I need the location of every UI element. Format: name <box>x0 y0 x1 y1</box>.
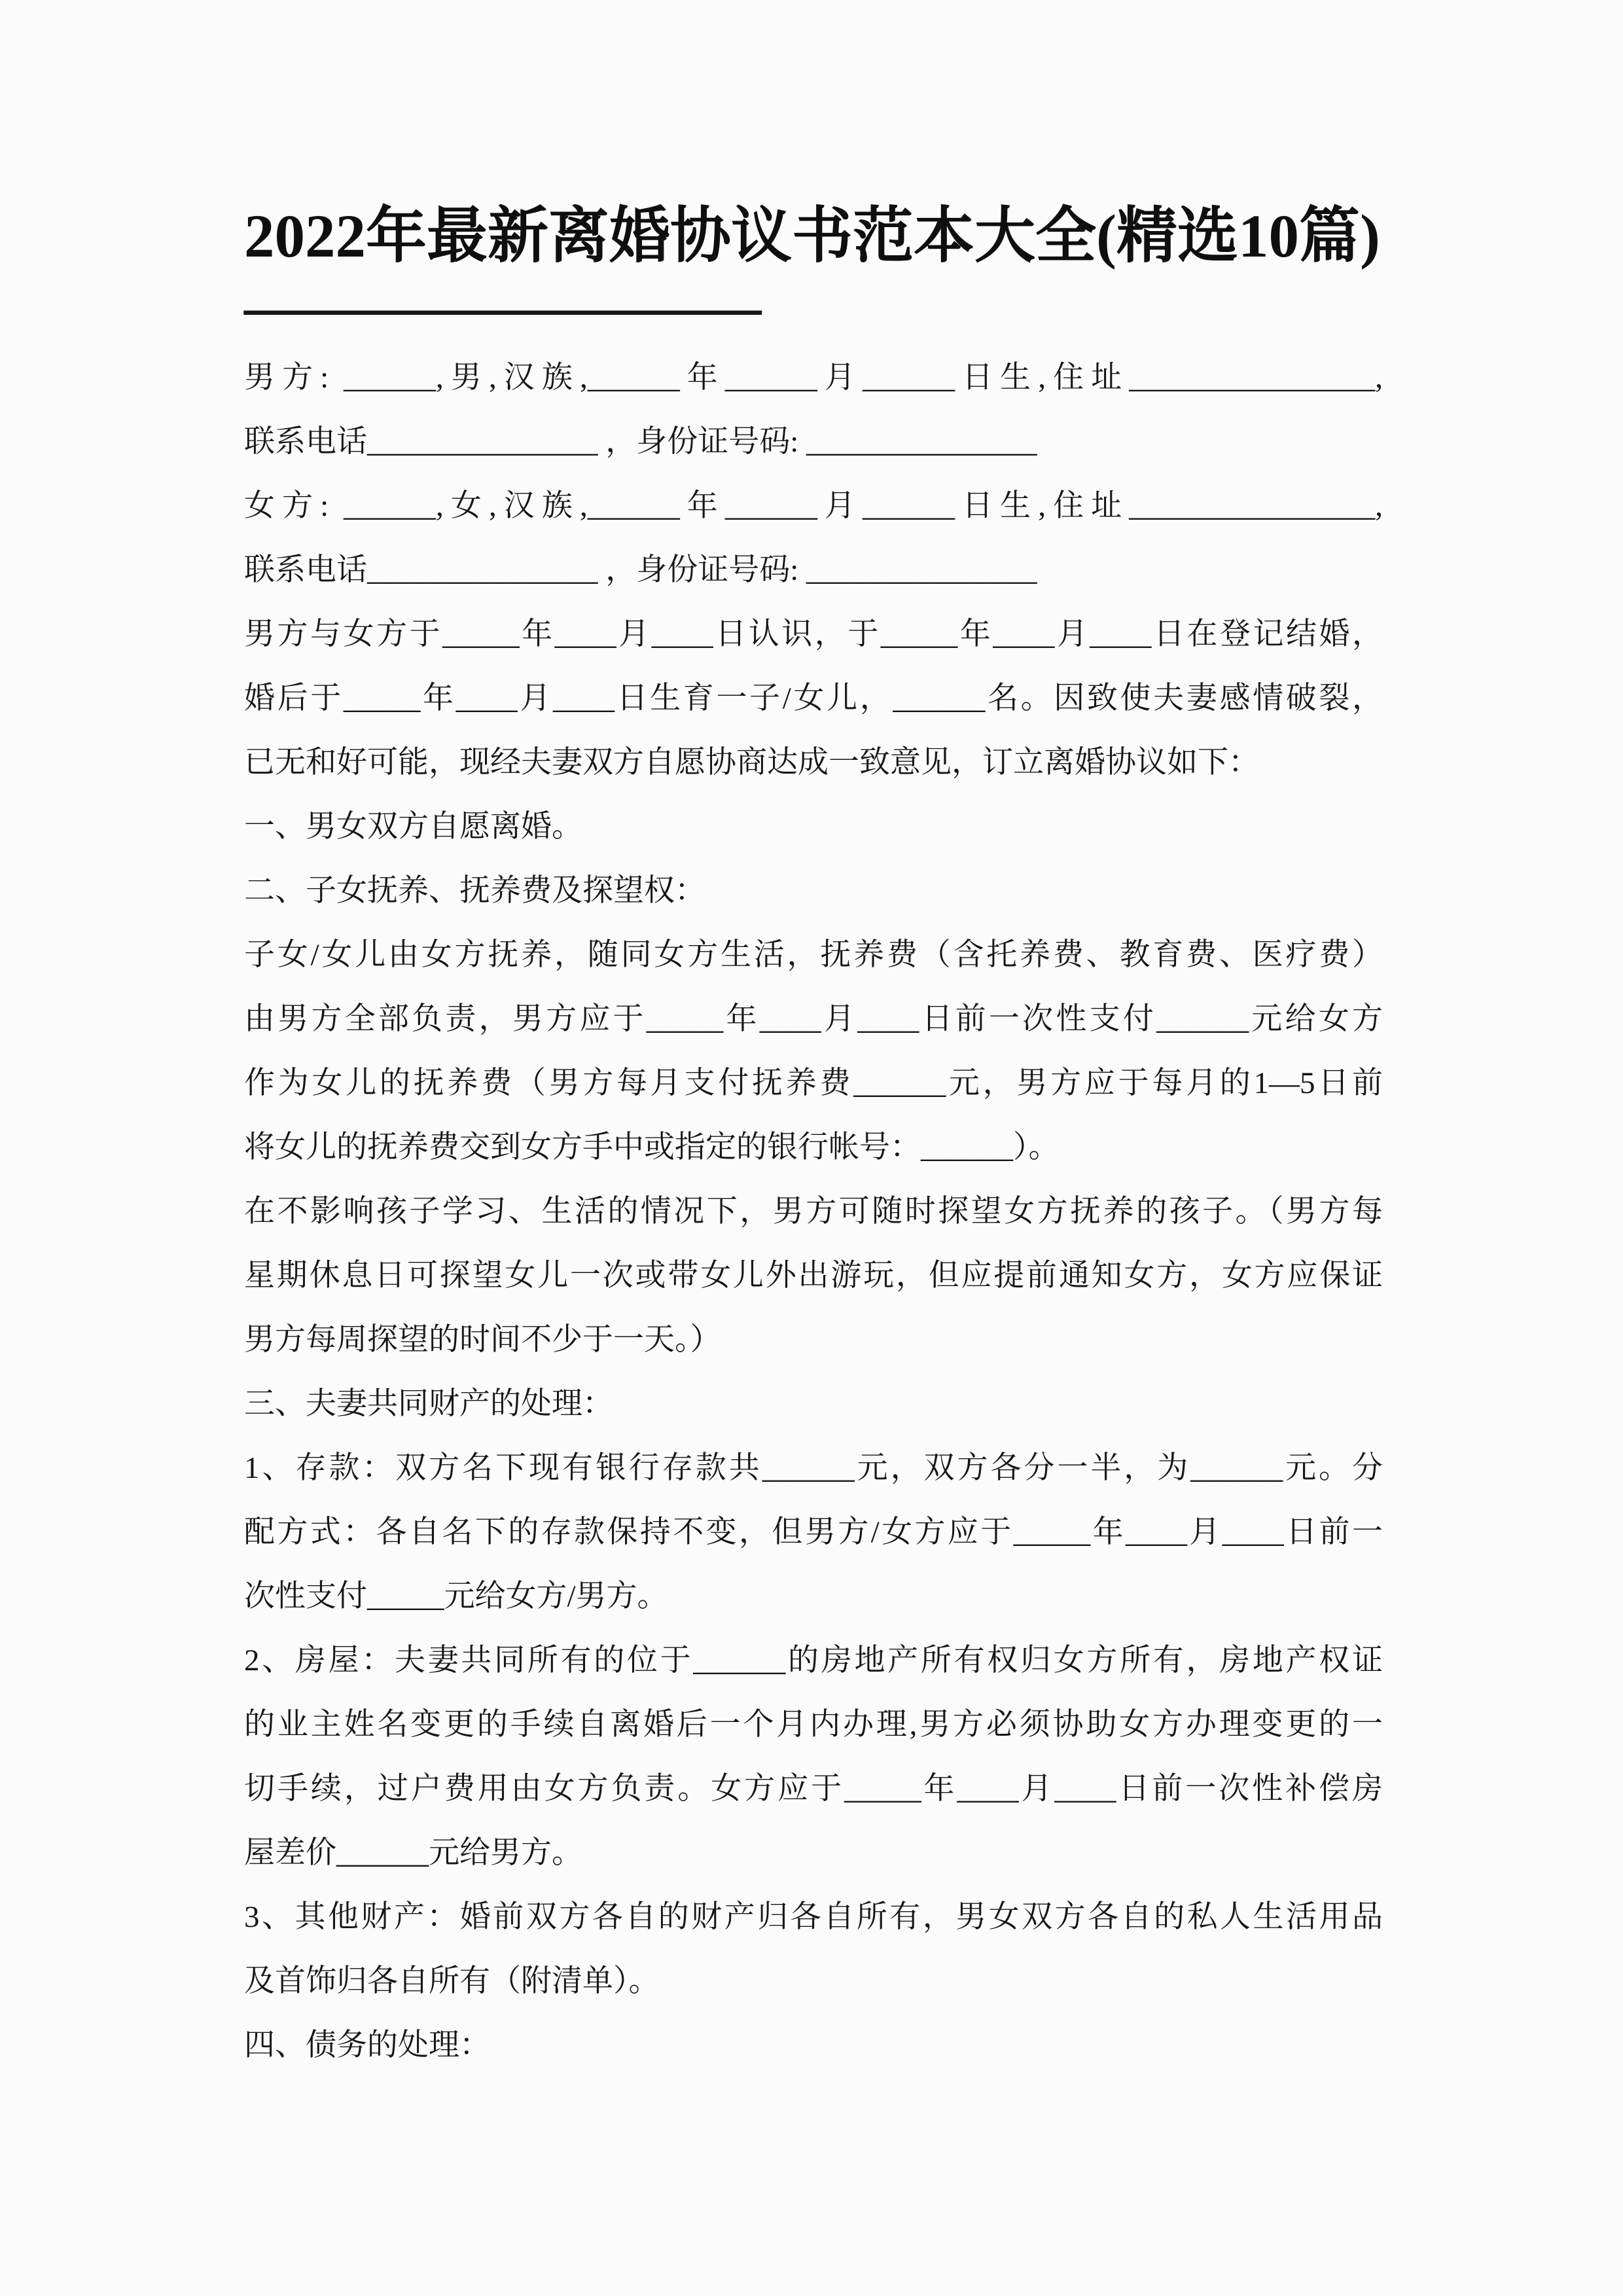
doc-line: 及首饰归各自所有（附清单）。 <box>244 1964 660 1998</box>
doc-line: 男方每周探望的时间不少于一天。） <box>244 1323 721 1357</box>
doc-line: 1、存款：双方名下现有银行存款共______元，双方各分一半，为______元。分 <box>244 1451 1383 1485</box>
document-body <box>244 346 1383 2077</box>
doc-line: 在不影响孩子学习、生活的情况下，男方可随时探望女方抚养的孩子。（男方每 <box>244 1194 1383 1229</box>
doc-line: 联系电话_______________ ，身份证号码: _______________ <box>244 553 1037 587</box>
doc-line: 女方: ______,女,汉族,______年______月______日生,住址________________, <box>244 489 1383 523</box>
doc-line: 二、子女抚养、抚养费及探望权： <box>244 874 705 908</box>
doc-line: 3、其他财产：婚前双方各自的财产归各自所有，男女双方各自的私人生活用品 <box>244 1900 1383 1934</box>
doc-line: 男方: ______,男,汉族,______年______月______日生,住址________________, <box>244 361 1383 395</box>
title-underline: _________________ <box>244 253 762 320</box>
doc-line: 子女/女儿由女方抚养，随同女方生活，抚养费（含托养费、教育费、医疗费） <box>244 938 1383 972</box>
doc-line: 星期休息日可探望女儿一次或带女儿外出游玩，但应提前通知女方，女方应保证 <box>244 1259 1383 1293</box>
doc-line: 将女儿的抚养费交到女方手中或指定的银行帐号：______）。 <box>244 1130 1060 1164</box>
doc-line: 配方式：各自名下的存款保持不变，但男方/女方应于_____年____月____日前一 <box>244 1515 1383 1549</box>
doc-line: 作为女儿的抚养费（男方每月支付抚养费______元，男方应于每月的1—5日前 <box>244 1066 1383 1100</box>
document-content <box>244 0 1383 2077</box>
doc-line: 由男方全部负责，男方应于_____年____月____日前一次性支付______元给女方 <box>244 1002 1383 1036</box>
doc-line: 屋差价______元给男方。 <box>244 1836 582 1870</box>
doc-line: 已无和好可能，现经夫妻双方自愿协商达成一致意见，订立离婚协议如下： <box>244 745 1259 780</box>
doc-line: 婚后于_____年____月____日生育一子/女儿，______名。因致使夫妻感情破裂， <box>244 681 1383 715</box>
doc-line: 联系电话_______________ ，身份证号码: _______________ <box>244 425 1037 459</box>
doc-line: 三、夫妻共同财产的处理： <box>244 1387 613 1421</box>
doc-line: 男方与女方于_____年____月____日认识，于_____年____月____日在登记结婚， <box>244 617 1383 651</box>
doc-line: 2、房屋：夫妻共同所有的位于______的房地产所有权归女方所有，房地产权证 <box>244 1643 1383 1677</box>
doc-line: 切手续，过户费用由女方负责。女方应于_____年____月____日前一次性补偿房 <box>244 1772 1383 1806</box>
doc-line: 次性支付_____元给女方/男方。 <box>244 1579 668 1613</box>
doc-line: 一、男女双方自愿离婚。 <box>244 810 582 844</box>
doc-line: 的业主姓名变更的手续自离婚后一个月内办理,男方必须协助女方办理变更的一 <box>244 1708 1383 1742</box>
doc-line: 四、债务的处理： <box>244 2028 490 2062</box>
document-title: 2022年最新离婚协议书范本大全(精选10篇) <box>244 203 1380 270</box>
